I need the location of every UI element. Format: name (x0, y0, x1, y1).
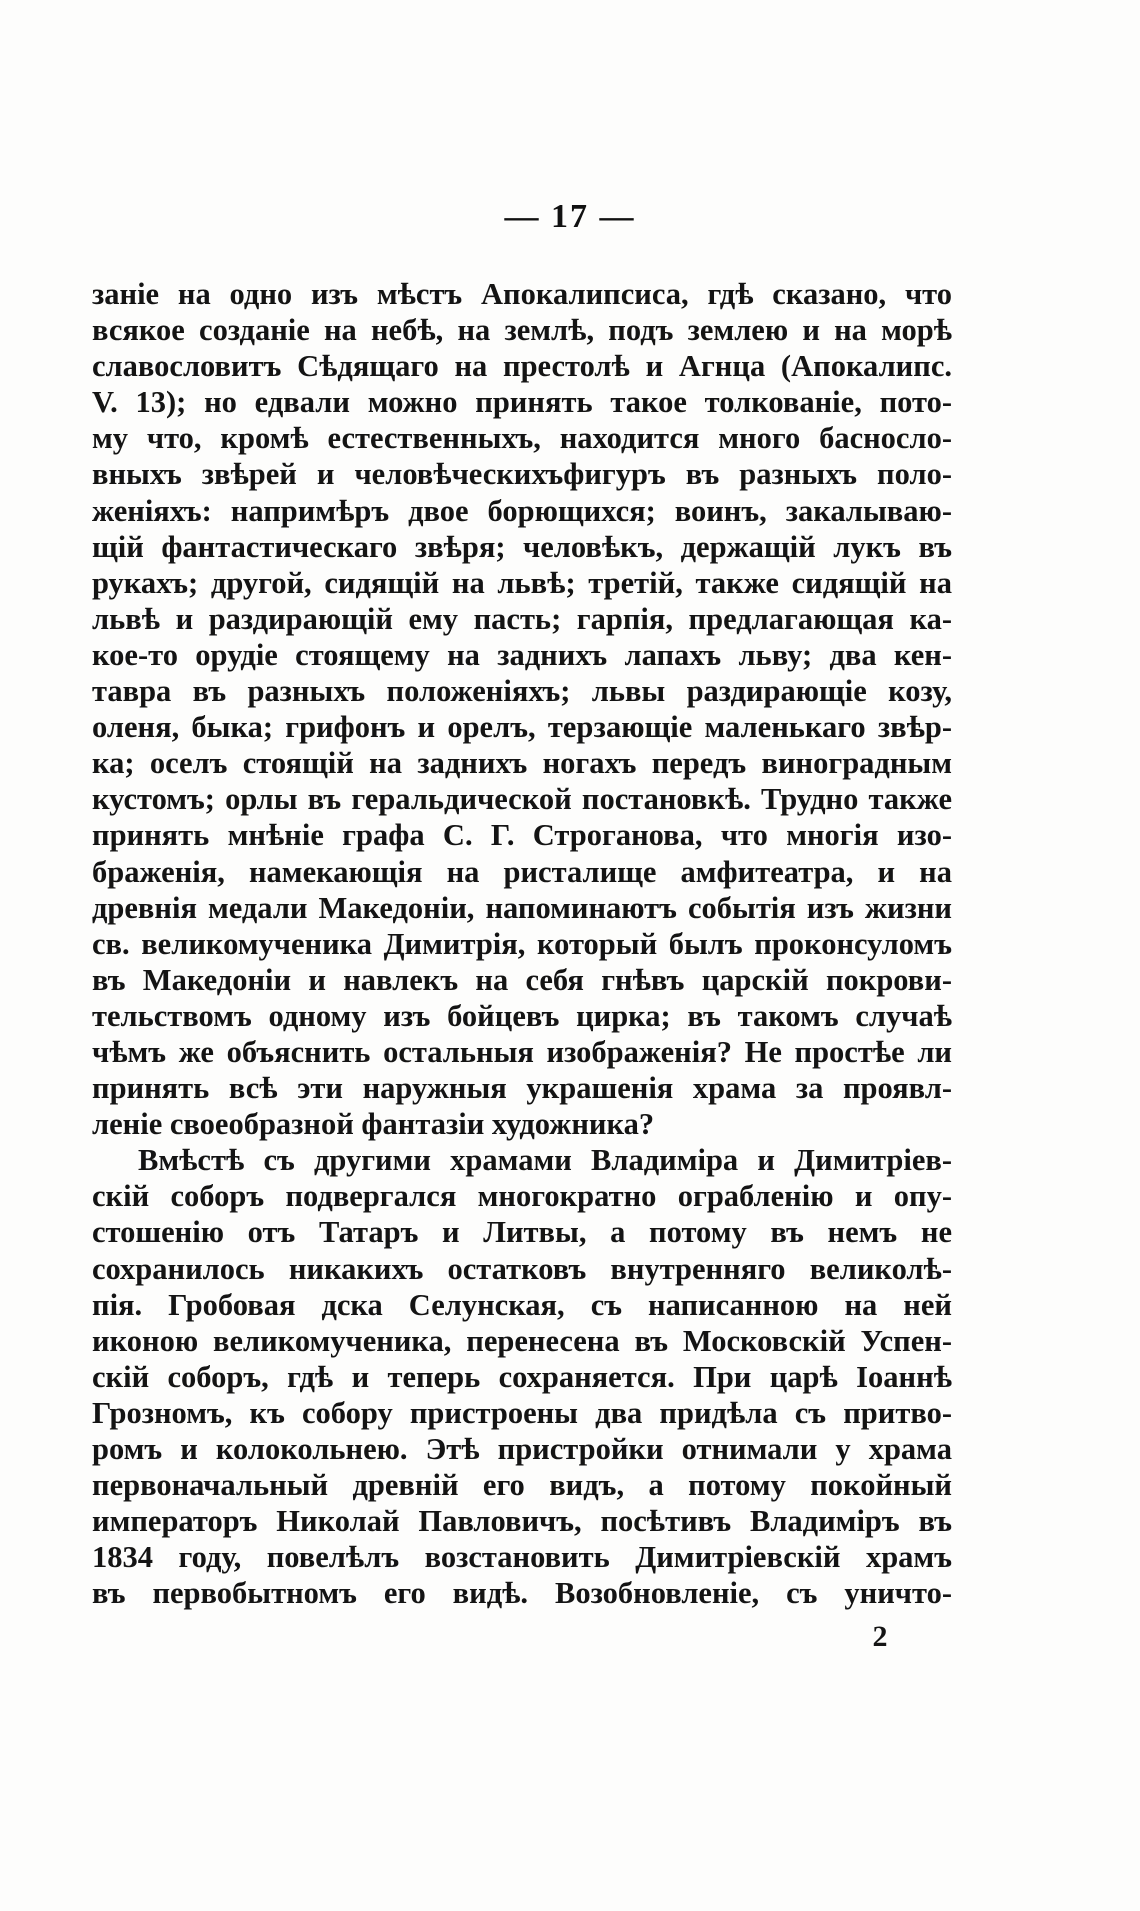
text-line: пія. Гробовая дска Селунская, съ написанною на ней (92, 1287, 952, 1322)
text-line: 1834 году, повелѣлъ возстановить Димитріевскій храмъ (92, 1540, 952, 1575)
paragraph-start-line: Вмѣстѣ съ другими храмами Владиміра и Димитріев- (138, 1143, 952, 1178)
text-line: тельствомъ одному изъ бойцевъ цирка; въ такомъ случаѣ (92, 998, 952, 1033)
text-line: первоначальный древній его видъ, а потому покойный (92, 1468, 952, 1503)
text-line: вныхъ звѣрей и человѣческихъфигуръ въ разныхъ поло- (92, 457, 952, 492)
text-line: скій соборъ, гдѣ и теперь сохраняется. При царѣ Іоаннѣ (92, 1359, 952, 1394)
text-line: рукахъ; другой, сидящій на львѣ; третій, также сидящій на (92, 565, 952, 600)
text-line: древнія медали Македоніи, напоминаютъ событія изъ жизни (92, 890, 952, 925)
text-line: принять всѣ эти наружныя украшенія храма за проявл- (92, 1071, 952, 1106)
text-line: славословитъ Сѣдящаго на престолѣ и Агнца (Апокалипс. (92, 349, 952, 384)
text-line: заніе на одно изъ мѣстъ Апокалипсиса, гдѣ сказано, что (92, 277, 952, 311)
text-line: женіяхъ: напримѣръ двое борющихся; воинъ, закалываю- (92, 493, 952, 528)
text-line: кое-то орудіе стоящему на заднихъ лапахъ льву; два кен- (92, 637, 952, 672)
text-line: въ первобытномъ его видѣ. Возобновленіе, съ уничто- (92, 1576, 952, 1611)
text-line: V. 13); но едвали можно принять такое толкованіе, пото- (92, 385, 952, 420)
text-line: ка; оселъ стоящій на заднихъ ногахъ передъ виноградным (92, 746, 952, 781)
text-line: тавра въ разныхъ положеніяхъ; львы раздирающіе козу, (92, 674, 952, 709)
text-line: въ Македоніи и навлекъ на себя гнѣвъ царскій покрови- (92, 962, 952, 997)
text-line: чѣмъ же объяснить остальныя изображенія? Не простѣе ли (92, 1034, 952, 1069)
text-line: Грозномъ, къ собору пристроены два придѣла съ притво- (92, 1395, 952, 1430)
text-line: сохранилось никакихъ остатковъ внутренняго великолѣ- (92, 1251, 952, 1286)
text-line: кустомъ; орлы въ геральдической постановкѣ. Трудно также (92, 782, 952, 817)
page-number: — 17 — (504, 198, 636, 235)
signature-mark: 2 (872, 1620, 888, 1653)
text-line: скій соборъ подвергался многократно ограбленію и опу- (92, 1179, 952, 1214)
text-line: ромъ и колокольнею. Этѣ пристройки отнимали у храма (92, 1432, 952, 1466)
text-line: императоръ Николай Павловичъ, посѣтивъ Владиміръ въ (92, 1504, 952, 1539)
text-line: щій фантастическаго звѣря; человѣкъ, держащій лукъ въ (92, 529, 952, 564)
text-line: оленя, быка; грифонъ и орелъ, терзающіе маленькаго звѣр- (92, 710, 952, 745)
text-line: иконою великомученика, перенесена въ Московскій Успен- (92, 1323, 952, 1358)
text-line: принять мнѣніе графа С. Г. Строганова, что многія изо- (92, 818, 952, 853)
text-line: всякое созданіе на небѣ, на землѣ, подъ землею и на морѣ (92, 313, 952, 348)
paragraph-end-line: леніе своеобразной фантазіи художника? (92, 1107, 655, 1142)
text-line: му что, кромѣ естественныхъ, находится много баснослo- (92, 421, 952, 456)
text-line: стошенію отъ Татаръ и Литвы, а потому въ немъ не (92, 1215, 952, 1250)
body-text (92, 276, 952, 1611)
text-line: св. великомученика Димитрія, который былъ проконсуломъ (92, 926, 952, 961)
text-line: львѣ и раздирающій ему пасть; гарпія, предлагающая ка- (92, 601, 952, 636)
text-line: браженія, намекающія на ристалище амфитеатра, и на (92, 854, 952, 889)
